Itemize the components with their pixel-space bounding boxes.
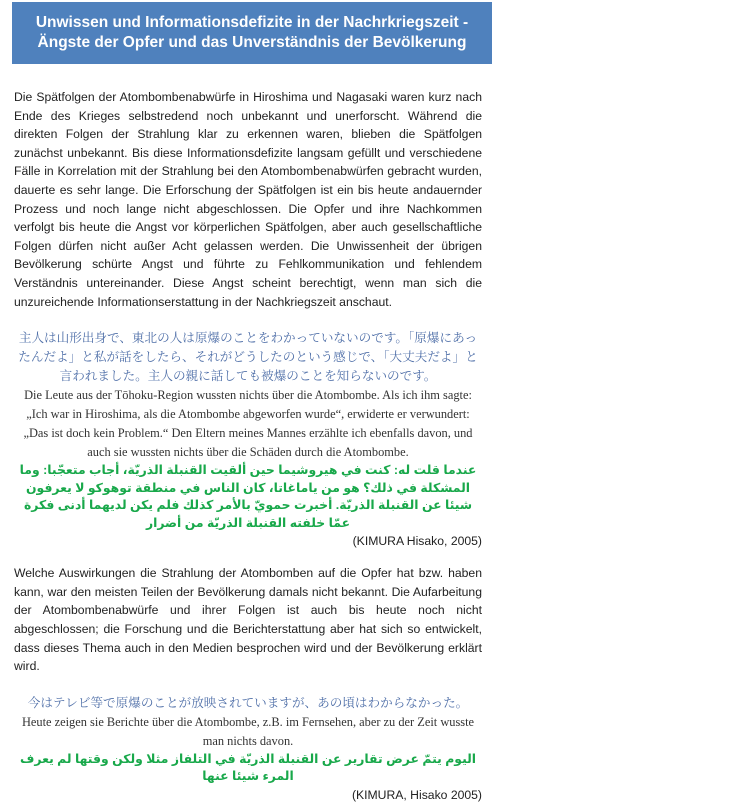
- article-body: [14, 88, 482, 804]
- quote-citation: (KIMURA Hisako, 2005): [352, 534, 482, 549]
- testimony-quote-1: [14, 329, 482, 532]
- quote-citation: (KIMURA, Hisako 2005): [351, 787, 482, 802]
- quote-arabic-translation: اليوم يتمّ عرض تقارير عن القنبلة الذريّة في التلفاز مثلا ولكن وقتها لم يعرف المرء شيئا عنها: [19, 751, 477, 784]
- testimony-quote-2: [14, 694, 482, 786]
- quote-japanese: 今はテレビ等で原爆のことが放映されていますが、あの頃はわからなかった。: [27, 695, 469, 710]
- quote-arabic-translation: عندما قلت له: كنت في هيروشيما حين ألقيت القنبلة الذريّة، أجاب متعجّبا: وما المشكلة في ذلك؟ هو من ياماغاتا، كان الناس في منطقة توهوكو لا يعرفون شيئا عن القنبلة الذريّة. أخبرت حمويّ بالأمر كذلك فلم يكن لديهما أدنى فكرة عمّا خلفته القنبلة الذريّة من أضرار: [19, 463, 477, 530]
- paragraph-public-knowledge: Welche Auswirkungen die Strahlung der Atombomben auf die Opfer hat bzw. haben kann, war den meisten Teilen der Bevölkerung damals nicht bekannt. Die Aufarbeitung der Atombombenabwürfe und ihrer Folgen ist auch bis heute noch nicht abgeschlossen; die Forschung und die Berichterstattung aber hat sich so entwickelt, dass dieses Thema auch in den Medien besprochen wird und der Bevölkerung erklärt wird.: [14, 566, 482, 674]
- quote-japanese: 主人は山形出身で、東北の人は原爆のことをわかっていないのです。「原爆にあったんだよ」と私が話をしたら、それがどうしたのという感じで、「大丈夫だよ」と言われました。主人の親に話しても被爆のことを知らないのです。: [18, 331, 478, 384]
- section-title: Unwissen und Informationsdefizite in der Nachrkriegszeit - Ängste der Opfer und das Unverständnis der Bevölkerung: [12, 2, 492, 64]
- quote-german-translation: Die Leute aus der Tōhoku-Region wussten nichts über die Atombombe. Als ich ihm sagte: „Ich war in Hiroshima, als die Atombombe abgeworfen wurde“, erwiderte er verwundert: „Das ist doch kein Problem.“ Den Eltern meines Mannes erzählte ich ebenfalls davon, und auch sie wussten nichts über die Schäden durch die Atombombe.: [23, 388, 473, 460]
- paragraph-late-effects: Die Spätfolgen der Atombombenabwürfe in Hiroshima und Nagasaki waren kurz nach Ende des Krieges selbstredend noch unbekannt und unerforscht. Während die direkten Folgen der Strahlung klar zu erkennen waren, blieben die Spätfolgen zunächst unbekannt. Bis diese Informationsdefizite langsam gefüllt und verschiedene Fälle in Korrelation mit der Strahlung bei den Atombombenabwürfen gebracht wurden, dauerte es sehr lange. Die Erforschung der Spätfolgen ist ein bis heute andauernder Prozess und noch lange nicht abgeschlossen. Die Opfer und ihre Nachkommen verfolgt bis heute die Angst vor körperlichen Spätfolgen, aber auch gesellschaftliche Folgen dürfen nicht außer Acht gelassen werden. Die Unwissenheit der übrigen Bevölkerung schürte Angst und führte zu Fehlkommunikation und fehlendem Verständnis untereinander. Diese Angst scheint berechtigt, wenn man sich die unzureichende Informationserstattung in der Nachkriegszeit anschaut.: [14, 90, 482, 309]
- quote-german-translation: Heute zeigen sie Berichte über die Atombombe, z.B. im Fernsehen, aber zu der Zeit wusste man nichts davon.: [21, 714, 475, 748]
